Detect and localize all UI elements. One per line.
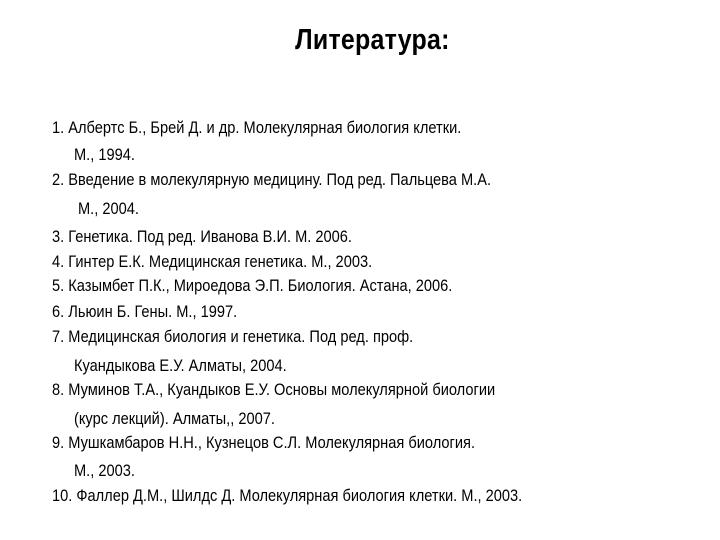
reference-9-line-1: 9. Мушкамбаров Н.Н., Кузнецов С.Л. Молекулярная биология. [52, 433, 476, 452]
reference-3: 3. Генетика. Под ред. Иванова В.И. М. 2006. [52, 227, 352, 246]
reference-9-line-2: М., 2003. [74, 461, 135, 480]
reference-6: 6. Льюин Б. Гены. М., 1997. [52, 302, 238, 321]
reference-1-line-2: М., 1994. [74, 145, 135, 164]
reference-5: 5. Казымбет П.К., Мироедова Э.П. Биология. Астана, 2006. [52, 276, 453, 295]
reference-1-line-1: 1. Албертс Б., Брей Д. и др. Молекулярная биология клетки. [52, 118, 462, 137]
reference-2-line-2: М., 2004. [78, 199, 139, 218]
reference-7-line-2: Куандыкова Е.У. Алматы, 2004. [74, 356, 287, 375]
reference-8-line-1: 8. Муминов Т.А., Куандыков Е.У. Основы молекулярной биологии [52, 380, 496, 399]
reference-8-line-2: (курс лекций). Алматы,, 2007. [74, 409, 275, 428]
reference-4: 4. Гинтер Е.К. Медицинская генетика. М., 2003. [52, 252, 373, 271]
reference-2-line-1: 2. Введение в молекулярную медицину. Под ред. Пальцева М.А. [52, 170, 492, 189]
reference-7-line-1: 7. Медицинская биология и генетика. Под ред. проф. [52, 327, 414, 346]
page-title: Литература: [295, 24, 450, 56]
reference-10: 10. Фаллер Д.М., Шилдс Д. Молекулярная биология клетки. М., 2003. [52, 486, 523, 505]
